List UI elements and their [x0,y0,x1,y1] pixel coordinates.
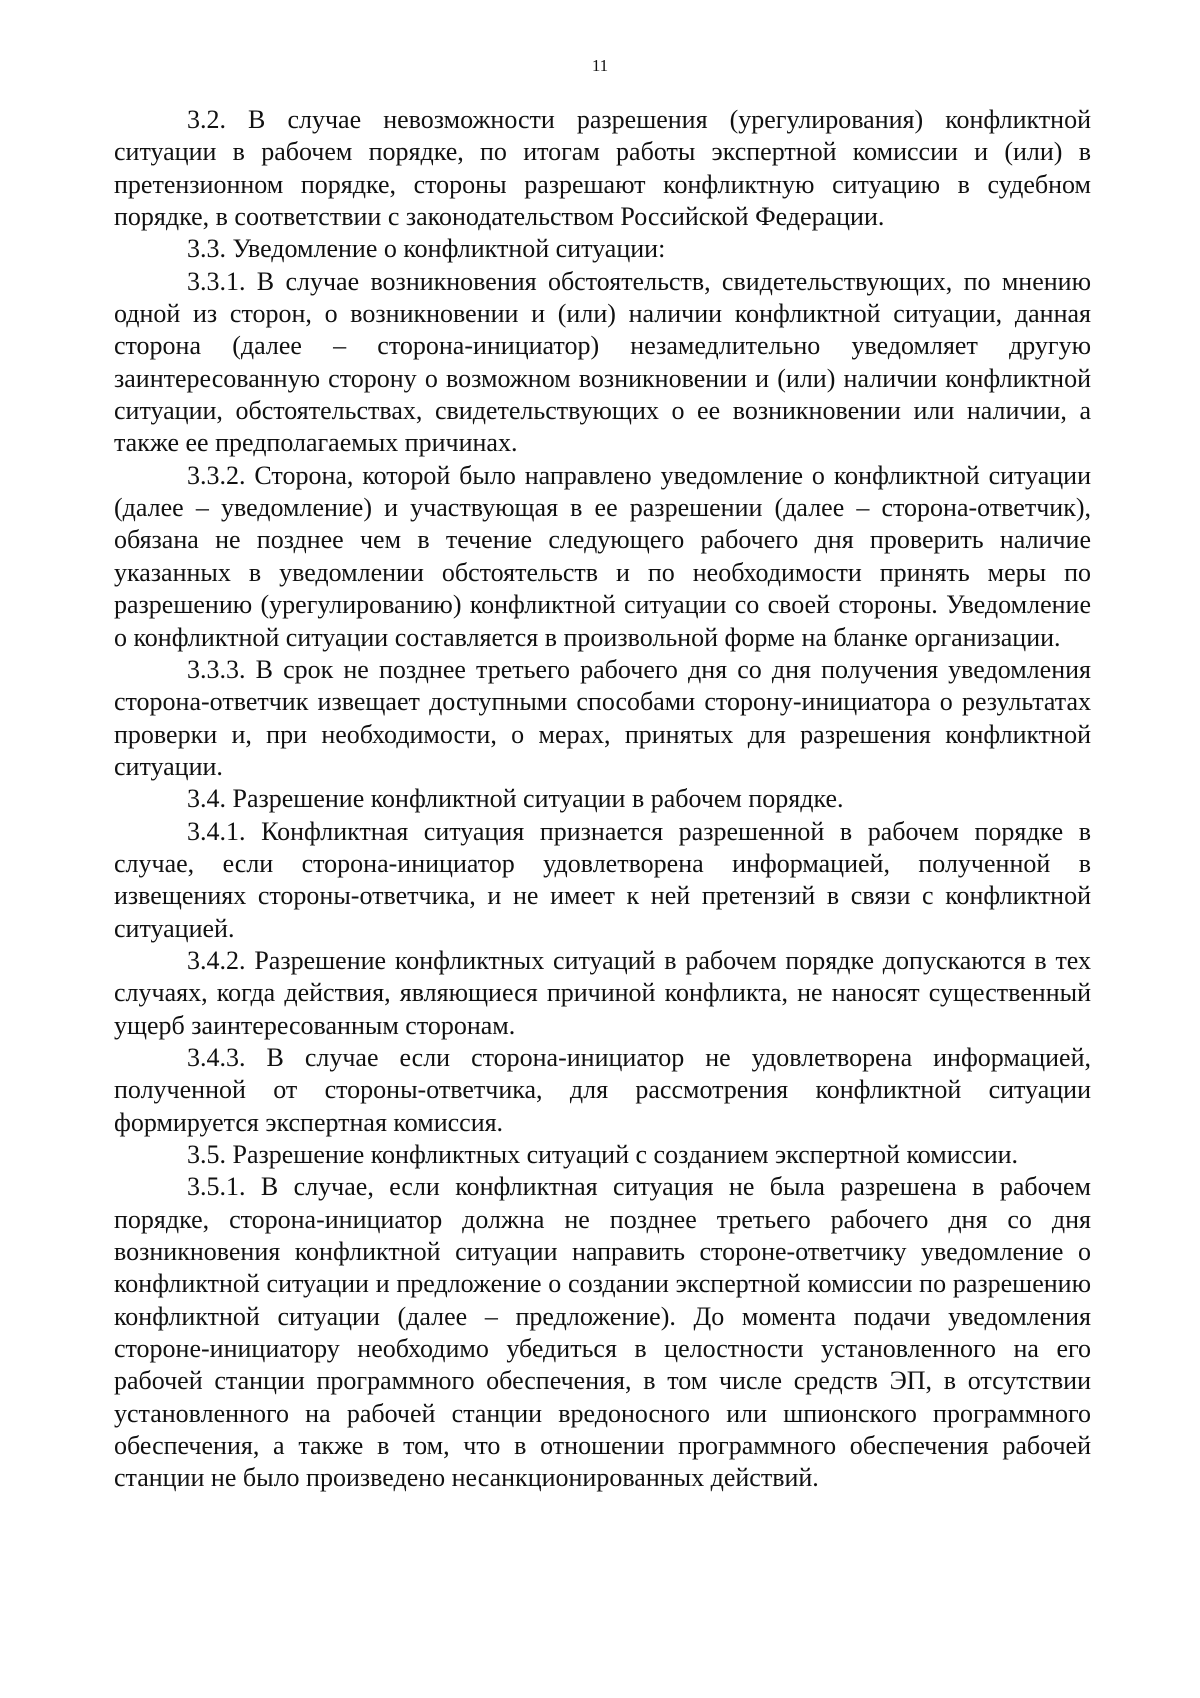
paragraph-3-2: 3.2. В случае невозможности разрешения (урегулирования) конфликтной ситуации в рабочем порядке, по итогам работы экспертной комиссии и (или) в претензионном порядке, стороны разрешают конфликтную ситуацию в судебном порядке, в соответствии с законодательством Российской Федерации. [114,105,1091,232]
paragraph-3-3-1: 3.3.1. В случае возникновения обстоятельств, свидетельствующих, по мнению одной из сторон, о возникновении и (или) наличии конфликтной ситуации, данная сторона (далее – сторона-инициатор) незамедлительно уведомляет другую заинтересованную сторону о возможном возникновении и (или) наличии конфликтной ситуации, обстоятельствах, свидетельствующих о ее возникновении или наличии, а также ее предполагаемых причинах. [114,266,1091,458]
document-body [114,104,1091,1495]
paragraph-3-4-heading: 3.4. Разрешение конфликтной ситуации в рабочем порядке. [187,784,844,814]
paragraph-3-4-3: 3.4.3. В случае если сторона-инициатор не удовлетворена информацией, полученной от стороны-ответчика, для рассмотрения конфликтной ситуации формируется экспертная комиссия. [114,1042,1091,1137]
paragraph-3-4-2: 3.4.2. Разрешение конфликтных ситуаций в рабочем порядке допускаются в тех случаях, когда действия, являющиеся причиной конфликта, не наносят существенный ущерб заинтересованным сторонам. [114,945,1091,1040]
paragraph-3-4-1: 3.4.1. Конфликтная ситуация признается разрешенной в рабочем порядке в случае, если сторона-инициатор удовлетворена информацией, полученной в извещениях стороны-ответчика, и не имеет к ней претензий в связи с конфликтной ситуацией. [114,816,1091,943]
page-number: 11 [591,56,609,75]
paragraph-3-3-3: 3.3.3. В срок не позднее третьего рабочего дня со дня получения уведомления сторона-ответчик извещает доступными способами сторону-инициатора о результатах проверки и, при необходимости, о мерах, принятых для разрешения конфликтной ситуации. [114,654,1091,781]
paragraph-3-5-1: 3.5.1. В случае, если конфликтная ситуация не была разрешена в рабочем порядке, сторона-инициатор должна не позднее третьего рабочего дня со дня возникновения конфликтной ситуации направить стороне-ответчику уведомление о конфликтной ситуации и предложение о создании экспертной комиссии по разрешению конфликтной ситуации (далее – предложение). До момента подачи уведомления стороне-инициатору необходимо убедиться в целостности установленного на его рабочей станции программного обеспечения, в том числе средств ЭП, в отсутствии установленного на рабочей станции вредоносного или шпионского программного обеспечения, а также в том, что в отношении программного обеспечения рабочей станции не было произведено несанкционированных действий. [114,1172,1091,1493]
paragraph-3-3-heading: 3.3. Уведомление о конфликтной ситуации: [187,234,666,264]
paragraph-3-3-2: 3.3.2. Сторона, которой было направлено уведомление о конфликтной ситуации (далее – уведомление) и участвующая в ее разрешении (далее – сторона-ответчик), обязана не позднее чем в течение следующего рабочего дня проверить наличие указанных в уведомлении обстоятельств и по необходимости принять меры по разрешению (урегулированию) конфликтной ситуации со своей стороны. Уведомление о конфликтной ситуации составляется в произвольной форме на бланке организации. [114,460,1091,652]
paragraph-3-5-heading: 3.5. Разрешение конфликтных ситуаций с созданием экспертной комиссии. [187,1140,1019,1169]
